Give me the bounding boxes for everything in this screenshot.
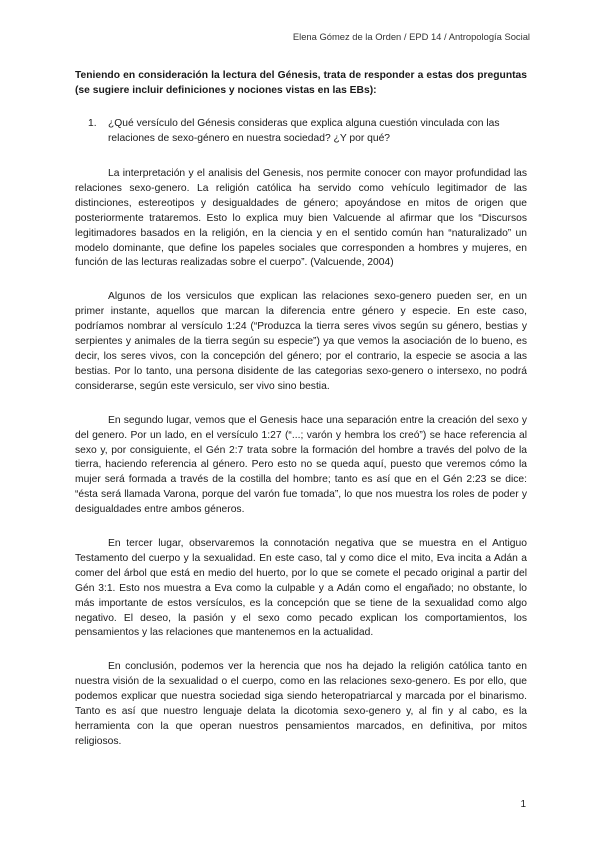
paragraph-genero-especie: Algunos de los versiculos que explican las relaciones sexo-genero pueden ser, en un primer instante, aquellos que marcan la diferencia entre género y especie. En este caso, podríamos nombrar al versículo 1:24 (“Produzca la tierra seres vivos según su género, bestias y serpientes y animales de la tierra según su especie”) ya que vemos la asociación de lo bueno, es decir, los seres vivos, con la concepción del género; por el contrario, la especie se asocia a las bestias. Por lo tanto, una persona disidente de las categorias sexo-genero o intersexo, no podrá considerarse, según este versiculo, ser vivo sino bestia. [75, 291, 527, 392]
paragraph-introduction: La interpretación y el analisis del Genesis, nos permite conocer con mayor profundidad las relaciones sexo-genero. La religión católica ha servido como vehículo legitimador de las distinciones, estereotipos y desigualdades de género; apoyándose en mitos de origen que posteriormente trataremos. Esto lo explica muy bien Valcuende al afirmar que los “Discursos legitimadores basados en la religión, en la ciencia y en el sentido común han “naturalizado” un modelo dominante, que define los papeles sociales que corresponden a hombres y mujeres, en función de las lecturas realizadas sobre el cuerpo”. (Valcuende, 2004) [75, 168, 527, 269]
paragraph-sexo-genero: En segundo lugar, vemos que el Genesis hace una separación entre la creación del sexo y del genero. Por un lado, en el versículo 1:27 (“...; varón y hembra los creó”) se hace referencia al sexo y, por consiguiente, el Gén 2:7 trata sobre la formación del hombre a través del polvo de la tierra, haciendo referencia al género. Pero esto no se queda aquí, puesto que veremos cómo la mujer será formada a través de la costilla del hombre; tanto es así que en el Gén 2:23 se dice: “ésta será llamada Varona, porque del varón fue tomada”, lo que nos muestra los roles de poder y desigualdades entre ambos géneros. [75, 414, 527, 516]
paragraph-sexualidad: En tercer lugar, observaremos la connotación negativa que se muestra en el Antiguo Testamento del cuerpo y la sexualidad. En este caso, tal y como dice el mito, Eva incita a Adán a comer del árbol que está en medio del huerto, por lo que se comete el pecado original a partir del Gén 3:1. Esto nos muestra a Eva como la culpable y a Adán como el engañado; no obstante, lo más importante de estos versículos, es la concepción que se tiene de la sexualidad como algo negativo. El deseo, la pasión y el sexo como pecado explican los comportamientos, los pensamientos y las relaciones que mantenemos en la actualidad. [75, 538, 527, 639]
paragraph-conclusion: En conclusión, podemos ver la herencia que nos ha dejado la religión católica tanto en nuestra visión de la sexualidad o el cuerpo, como en las relaciones sexo-genero. Es por ello, que podemos explicar que nuestra sociedad siga siendo heteropatriarcal y marcada por el binarismo. Tanto es así que nuestro lenguaje delata la dicotomia sexo-genero y, al fin y al cabo, es la herramienta con la que operan nuestros pensamientos marcados, en definitiva, por mitos religiosos. [75, 661, 527, 747]
document-body [75, 68, 527, 769]
question-item [75, 116, 527, 146]
assignment-heading: Teniendo en consideración la lectura del Génesis, trata de responder a estas dos preguntas (se sugiere incluir definiciones y nociones vistas en las EBs): [75, 70, 527, 96]
question-number: 1. [88, 118, 97, 129]
question-text: ¿Qué versículo del Génesis consideras que explica alguna cuestión vinculada con las relaciones de sexo-género en nuestra sociedad? ¿Y por qué? [108, 118, 500, 144]
page-number: 1 [520, 799, 526, 810]
page-header: Elena Gómez de la Orden / EPD 14 / Antropología Social [292, 31, 530, 42]
